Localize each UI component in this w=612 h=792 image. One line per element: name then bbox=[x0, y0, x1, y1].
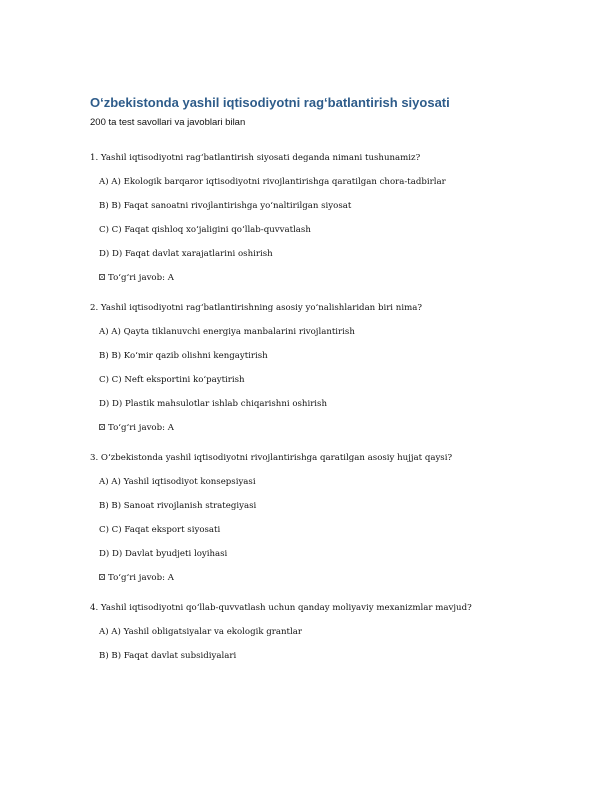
option-a: A) A) Qayta tiklanuvchi energiya manbalarini rivojlantirish bbox=[99, 327, 355, 337]
question-text: 3. O‘zbekistonda yashil iqtisodiyotni rivojlantirishga qaratilgan asosiy hujjat qaysi? bbox=[90, 453, 453, 463]
option-a: A) A) Yashil obligatsiyalar va ekologik grantlar bbox=[99, 627, 302, 637]
correct-answer bbox=[90, 572, 530, 584]
question-4 bbox=[90, 602, 530, 662]
question-list bbox=[90, 152, 530, 662]
option-b: B) B) Sanoat rivojlanish strategiyasi bbox=[99, 501, 257, 511]
option-a: A) A) Ekologik barqaror iqtisodiyotni rivojlantirishga qaratilgan chora-tadbirlar bbox=[99, 177, 446, 187]
answer-text: To‘g‘ri javob: A bbox=[108, 273, 174, 283]
question-2 bbox=[90, 302, 530, 434]
option-d: D) D) Faqat davlat xarajatlarini oshirish bbox=[99, 249, 273, 259]
question-text: 1. Yashil iqtisodiyotni rag‘batlantirish siyosati deganda nimani tushunamiz? bbox=[90, 153, 421, 163]
option-d: D) D) Plastik mahsulotlar ishlab chiqarishni oshirish bbox=[99, 399, 327, 409]
question-3 bbox=[90, 452, 530, 584]
answer-text: To‘g‘ri javob: A bbox=[108, 423, 174, 433]
correct-answer bbox=[90, 272, 530, 284]
document-subtitle: 200 ta test savollari va javoblari bilan bbox=[90, 117, 246, 128]
document-content bbox=[90, 94, 530, 680]
option-c: C) C) Neft eksportini ko‘paytirish bbox=[99, 375, 245, 385]
checkbox-icon bbox=[99, 424, 105, 430]
checkbox-icon bbox=[99, 274, 105, 280]
option-b: B) B) Faqat sanoatni rivojlantirishga yo‘naltirilgan siyosat bbox=[99, 201, 352, 211]
option-d: D) D) Davlat byudjeti loyihasi bbox=[99, 549, 228, 559]
option-b: B) B) Ko‘mir qazib olishni kengaytirish bbox=[99, 351, 268, 361]
option-b: B) B) Faqat davlat subsidiyalari bbox=[99, 651, 237, 661]
option-c: C) C) Faqat eksport siyosati bbox=[99, 525, 221, 535]
question-text: 4. Yashil iqtisodiyotni qo‘llab-quvvatlash uchun qanday moliyaviy mexanizmlar mavjud? bbox=[90, 603, 472, 613]
question-text: 2. Yashil iqtisodiyotni rag‘batlantirishning asosiy yo‘nalishlaridan biri nima? bbox=[90, 303, 422, 313]
document-title: O‘zbekistonda yashil iqtisodiyotni rag‘batlantirish siyosati bbox=[90, 95, 450, 110]
correct-answer bbox=[90, 422, 530, 434]
question-1 bbox=[90, 152, 530, 284]
option-c: C) C) Faqat qishloq xo‘jaligini qo‘llab-quvvatlash bbox=[99, 225, 311, 235]
checkbox-icon bbox=[99, 574, 105, 580]
option-a: A) A) Yashil iqtisodiyot konsepsiyasi bbox=[99, 477, 256, 487]
answer-text: To‘g‘ri javob: A bbox=[108, 573, 174, 583]
